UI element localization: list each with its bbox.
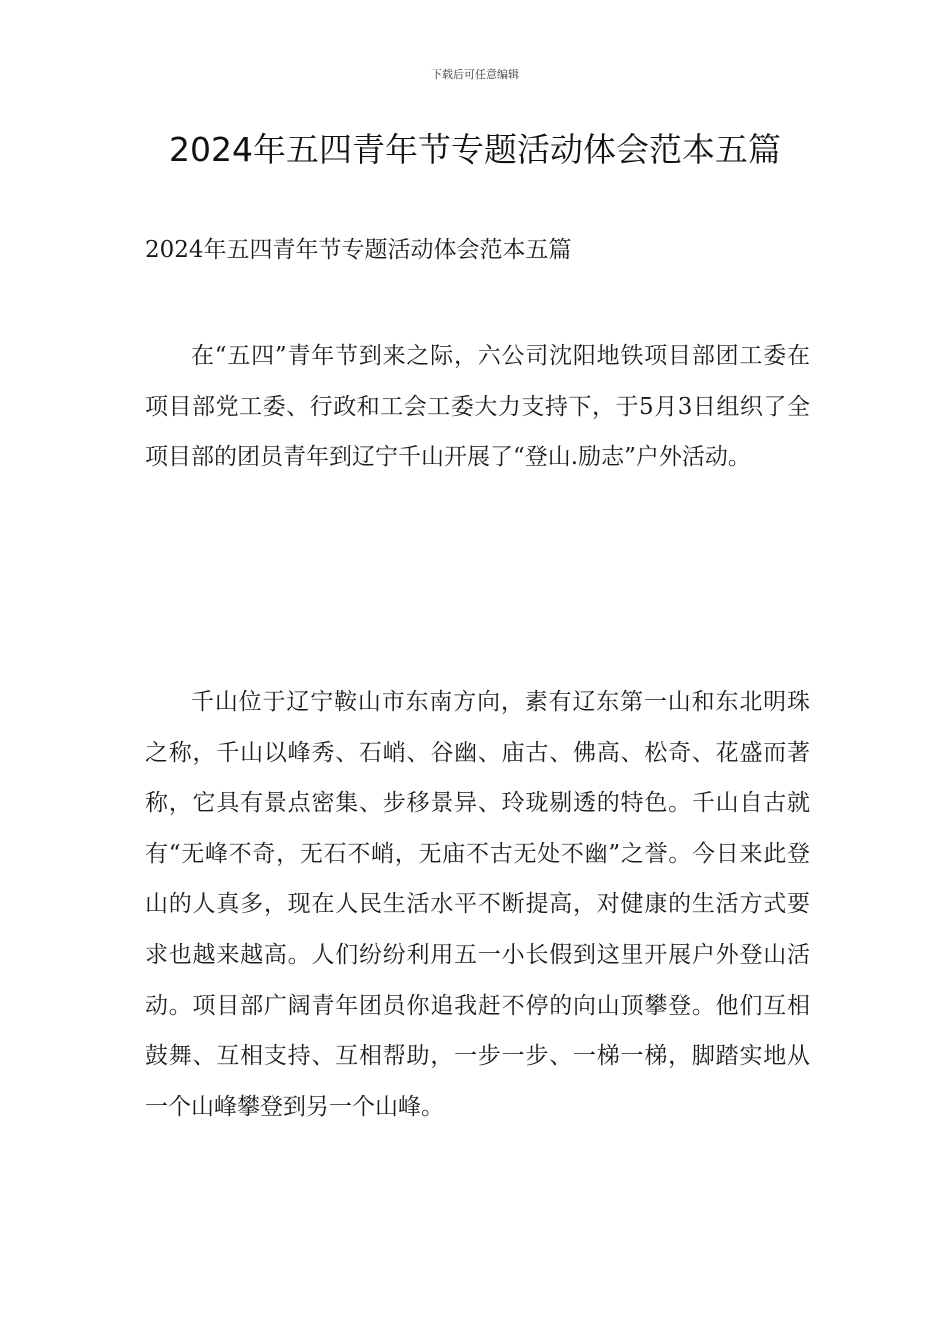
document-title: 2024年五四青年节专题活动体会范本五篇 — [169, 130, 781, 169]
paragraph-intro: 在“五四”青年节到来之际，六公司沈阳地铁项目部团工委在项目部党工委、行政和工会工委大力支持下，于5月3日组织了全项目部的团员青年到辽宁千山开展了“登山.励志”户外活动。 — [145, 343, 810, 471]
paragraph-qianshan: 千山位于辽宁鞍山市东南方向，素有辽东第一山和东北明珠之称，千山以峰秀、石峭、谷幽、庙古、佛高、松奇、花盛而著称，它具有景点密集、步移景异、玲珑剔透的特色。千山自古就有“无峰不奇，无石不峭，无庙不古无处不幽”之誉。今日来此登山的人真多，现在人民生活水平不断提高，对健康的生活方式要求也越来越高。人们纷纷利用五一小长假到这里开展户外登山活动。项目部广阔青年团员你追我赶不停的向山顶攀登。他们互相鼓舞、互相支持、互相帮助，一步一步、一梯一梯，脚踏实地从一个山峰攀登到另一个山峰。 — [145, 689, 810, 1120]
document-subtitle: 2024年五四青年节专题活动体会范本五篇 — [145, 237, 572, 263]
header-note: 下载后可任意编辑 — [431, 68, 519, 81]
